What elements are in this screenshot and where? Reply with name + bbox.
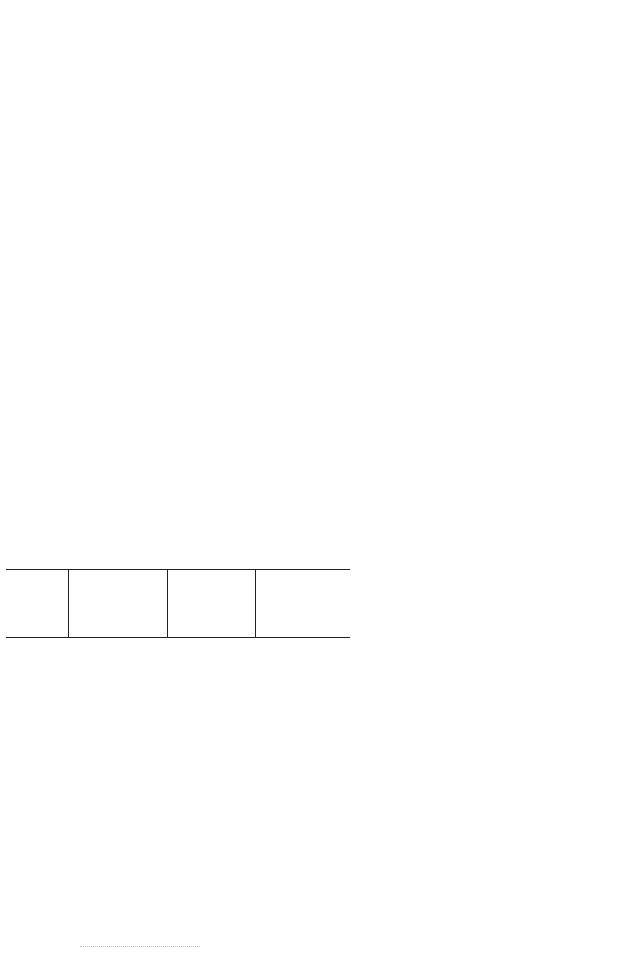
table-header-rule [6,637,350,638]
table-top-rule [6,569,350,570]
table-col-divider [255,569,256,637]
scan-specks [80,946,200,951]
table-col-divider [68,569,69,637]
table-col-divider [167,569,168,637]
